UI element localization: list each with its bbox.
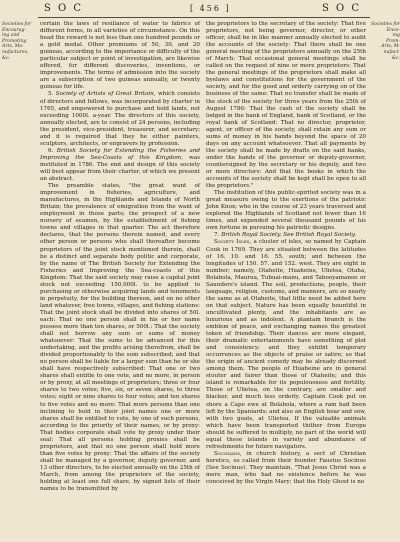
header-rule: [38, 17, 370, 18]
page-header: [0, 3, 400, 17]
margin-line: Prom-: [386, 38, 400, 44]
margin-line: &c.: [2, 55, 11, 61]
margin-line: Arts, M-: [381, 44, 400, 50]
paragraph: certain the laws of resiliance of water to fabrics of different forms, in all varieties of circumstance. On this head the reward is not less than one hundred pounds or a gold medal. Other premiums of 50, 30, and 20 guineas, according to the importance or difficulty of the particular subject or point of investigation, are likewise offered, for different discoveries, inventions, or improvements. The terms of admission into the society are a subscription of two guineas annually, or twenty guineas for life.: [40, 21, 200, 91]
running-head-right: S O C: [322, 3, 362, 14]
left-column: [40, 21, 200, 493]
margin-line: nufact-: [383, 49, 400, 55]
paragraph: the proprietors to the secretary of the society: That five proprietors, not being governor, director, or other officer, shall be in like manner annually elected to audit the accounts of the society: That there shall be one general meeting of the proprietors annually on the 25th of March: That occasional general meetings shall be called on the request of nine or more proprietors: That the general meetings of the proprietors shall make all byelaws and constitutions for the government of the society, and for the good and orderly carrying on of the business of the same: That no transfer shall be made of the stock of the society for three years from the 25th of August 1786: That the cash of the society shall be lodged in the bank of England, bank of Scotland, or the royal bank of Scotland: That no director, proprietor, agent, or officer of the society, shall retain any sum or sums of money in his hands beyond the space of 20 days on any account whatsoever. That all payments by the society shall be made by drafts on the said banks, under the hands of the governor or deputy-governor, countersigned by the secretary or his deputy, and two or more directors: And that the books in which the accounts of the society shall be kept shall be open to all the proprietors.": [206, 21, 366, 190]
margin-line: Enco-: [386, 27, 400, 33]
margin-line: ing and: [2, 33, 20, 39]
right-margin-note: [368, 22, 400, 61]
paragraph: [206, 239, 366, 450]
margin-line: Encourag-: [2, 27, 27, 33]
paragraph: [206, 451, 366, 486]
margin-line: Societies for: [370, 22, 400, 27]
margin-line: Promoting: [2, 38, 27, 44]
running-head-left: S O C: [44, 3, 84, 14]
entry-text: which consists of directors and fellows, was incorporated by charter in 1765, and empowered to purchase and hold lands, not exceeding 1000l. a-year. The directors of this society, annually elected, are to consist of 24 persons, including the president, vice-president, treasurer, and secretary; and it is required that they be either painters, sculptors, architects, or engravers by profession.: [40, 91, 201, 147]
cross-reference: See British Royal Society.: [283, 232, 356, 239]
entry-title: Society of Artists of Great Britain,: [55, 91, 156, 98]
entry-title: British Royal Society.: [221, 232, 282, 239]
margin-line: Societies for: [2, 22, 32, 27]
right-column: [206, 21, 366, 486]
entry-number: 6.: [48, 147, 54, 154]
paragraph: [40, 91, 200, 147]
entry-number: 7.: [214, 232, 220, 239]
margin-line: nufactures,: [2, 49, 29, 55]
paragraph: [40, 148, 200, 183]
entry-text: in church history, a sect of Christian heretics, so called from their founder Faustus Socinus (See Socinus). They maintain, "That Jesus Christ was a mere man, who had no existence before he was conceived by the Virgin Mary; that the Holy Ghost is no: [206, 450, 366, 486]
entry-number: 5.: [48, 91, 54, 98]
margin-line: Arts, Ma-: [2, 44, 24, 50]
margin-line: ing: [392, 33, 400, 39]
paragraph: The preamble states, "the great want of improvement in fisheries, agriculture, and manufactures, in the Highlands and Islands of North Britain; the prevalence of emigration from the want of employment in those parts; the prospect of a new nursery of seamen, by the establishment of fishing towns and villages in that quarter. The act therefore declares, that the persons therein named, and every other person or persons who shall thereafter become proprietors of the joint stock mentioned therein, shall be a distinct and separate body politic and corporate, by the name of The British Society for Extending the Fisheries and Improving the Sea-coasts of this Kingdom: That the said society may raise a capital joint stock not exceeding 150,000l. to be applied to purchasing or otherwise acquiring lands and tenements in perpetuity, for the building thereon, and on no other land whatever, free towns, villages, and fishing stations: That the joint stock shall be divided into shares of 50l. each: That no one person shall in his or her name possess more than ten shares, or 500l.: That the society shall not borrow any sum or sums of money whatsoever: That the sums to be advanced for this undertaking, and the profits arising therefrom, shall be divided proportionably to the sum subscribed; and that no person shall be liable for a larger sum than he or she shall have respectively subscribed: That one or two shares shall entitle to one vote, and no more, in person or by proxy, at all meetings of proprietors; three or four shares to two votes; five, six, or seven shares, to three votes; eight or nine shares to four votes; and ten shares to five votes and no more: That more persons than one inclining to hold in their joint names one or more shares shall be entitled to vote, by one of such persons, according to the priority of their names, or by proxy: That bodies corporate shall vote by proxy under their seal: That all persons holding proxies shall be proprietors, and that no one person shall hold more than five votes by proxy: That the affairs of the society shall be managed by a governor, deputy governor, and 13 other directors, to be elected annually on the 25th of March, from among the proprietors of the society, holding at least one full share, by signed lists of their names to be transmitted by: [40, 183, 200, 493]
entry-text: was instituted in 1786. The end and design of this society will best appear from their charter, of which we present an abstract.: [40, 154, 200, 183]
paragraph: The institution of this public-spirited society was in a great measure owing to the exertions of the patriotic John Knox; who in the course of 23 years traversed and explored the Highlands of Scotland not fewer than 16 times, and expended several thousand pounds of his own fortune in pursuing his patriotic designs.: [206, 190, 366, 232]
entry-text: a cluster of isles, so named by Captain Cook in 1769. They are situated between the latitudes of 16. 10. and 16. 55. south; and between the longitudes of 150. 57. and 152. west. They are eight in number; namely, Otaheite, Huaheine, Ulietea, Otaha, Bolabola, Maurua, Tubuai-manu, and Tabooyamanoo or Saunders's island. The soil, productions, people, their language, religion, customs, and manners, are so nearly the same as at Otaheite, that little need be added here on that subject. Nature has been equally bountiful in uncultivated plenty, and the inhabitants are as luxurious and as indolent. A plantain branch is the emblem of peace, and exchanging names the greatest token of friendship. Their dances are more elegant, their dramatic entertainments have something of plot and consistency; and they exhibit temporary occurrences as the objects of praise or satire; so that the origin of ancient comedy may be already discerned among them. The people of Huaheine are in general stouter and fairer than those of Otaheite; and this island is remarkable for its populousness and fertility. Those of Ulietea, on the contrary, are smaller and blacker, and much less orderly. Captain Cook put on shore a Cape ewe at Bolabola, where a ram had been left by the Spaniards; and also an English boar and sow, with two goats, at Ulietea. If the valuable animals which have been transported thither from Europe should be suffered to multiply, no part of the world will equal these islands in variety and abundance of refreshments for future navigators.: [206, 239, 366, 450]
paragraph: [206, 232, 366, 239]
margin-line: &c.: [391, 55, 400, 61]
headword: Society Isles,: [214, 239, 252, 246]
headword: Socinians,: [214, 450, 242, 457]
page-number: [ 456 ]: [190, 4, 231, 13]
entry-title: British Society for Extending the Fisheries and Improving the Sea-Coasts of this Kingdom,: [40, 147, 201, 161]
left-margin-note: [2, 22, 38, 61]
